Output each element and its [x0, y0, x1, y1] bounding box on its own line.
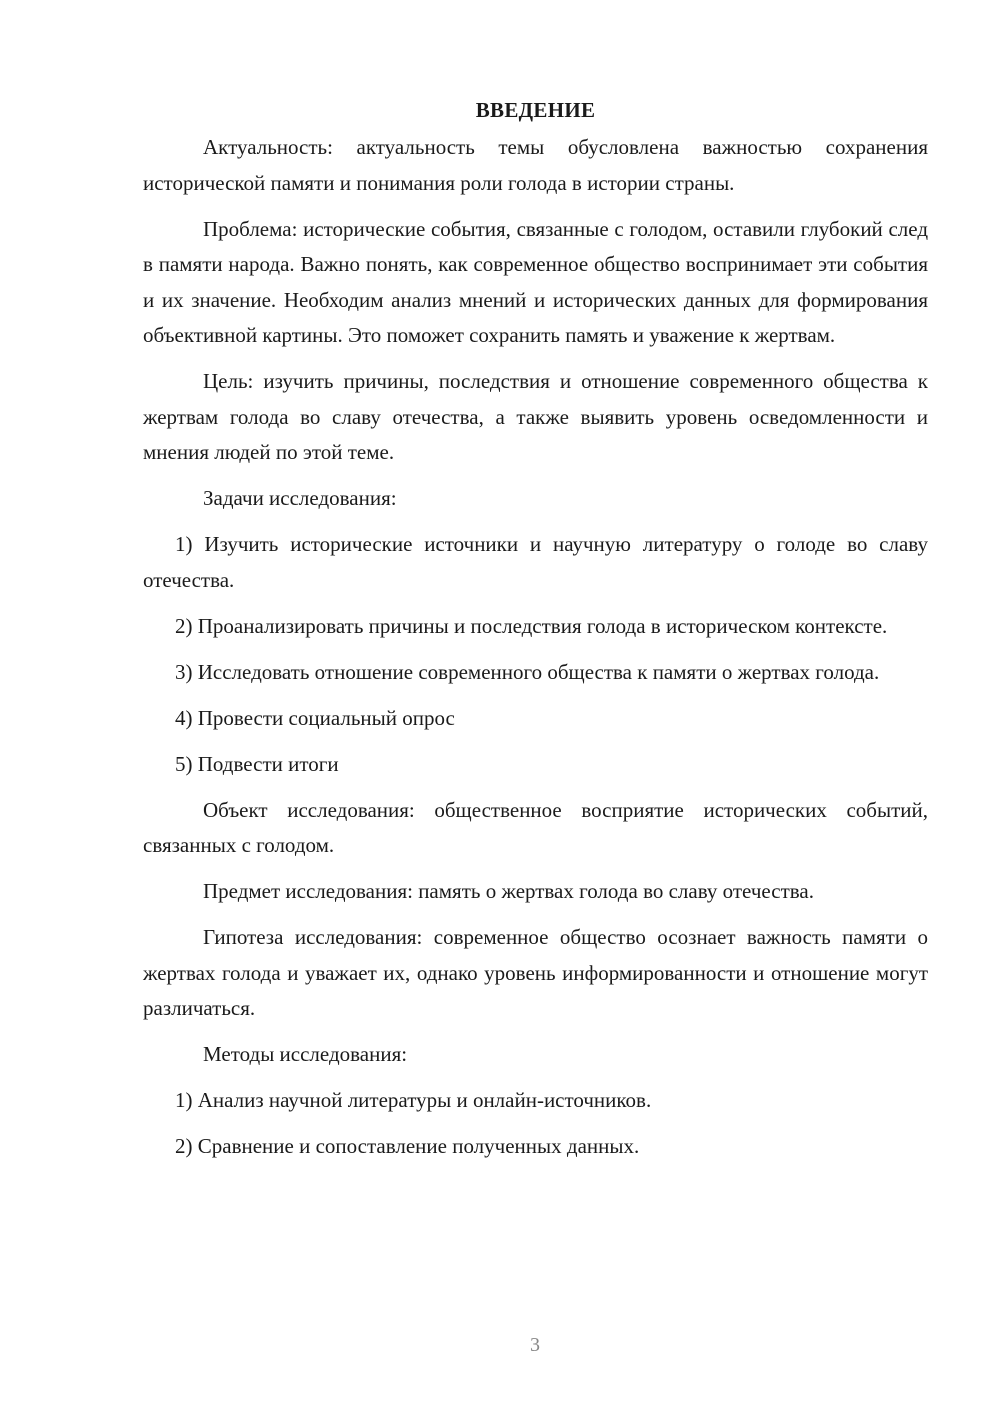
task-item-4: 4) Провести социальный опрос — [175, 705, 455, 730]
paragraph-methods-heading: Методы исследования: — [203, 1042, 408, 1066]
paragraph-tasks-heading: Задачи исследования: — [203, 486, 397, 510]
task-item-3: 3) Исследовать отношение современного общества к памяти о жертвах голода. — [175, 659, 880, 684]
task-item-5: 5) Подвести итоги — [175, 751, 339, 776]
task-item-1: 1) Изучить исторические источники и научную литературу о голоде во славу отечества. — [143, 532, 928, 592]
document-page — [143, 92, 928, 1175]
paragraph-subject: Предмет исследования: память о жертвах голода во славу отечества. — [203, 879, 814, 903]
paragraph-goal: Цель: изучить причины, последствия и отношение современного общества к жертвам голода во славу отечества, а также выявить уровень осведомленности и мнения людей по этой теме. — [143, 369, 928, 464]
section-heading: ВВЕДЕНИЕ — [475, 98, 596, 122]
paragraph-problem: Проблема: исторические события, связанные с голодом, оставили глубокий след в памяти народа. Важно понять, как современное общество воспринимает эти события и их значение. Необходим анализ мнений и исторических данных для формирования объективной картины. Это поможет сохранить память и уважение к жертвам. — [143, 216, 928, 347]
paragraph-object: Объект исследования: общественное восприятие исторических событий, связанных с голодом. — [143, 797, 928, 857]
task-item-2: 2) Проанализировать причины и последствия голода в историческом контексте. — [175, 613, 888, 638]
paragraph-relevance: Актуальность: актуальность темы обусловлена важностью сохранения исторической памяти и понимания роли голода в истории страны. — [143, 135, 928, 195]
paragraph-hypothesis: Гипотеза исследования: современное общество осознает важность памяти о жертвах голода и уважает их, однако уровень информированности и отношение могут различаться. — [143, 925, 928, 1020]
method-item-2: 2) Сравнение и сопоставление полученных данных. — [175, 1134, 640, 1158]
page-number: 3 — [530, 1334, 540, 1356]
method-item-1: 1) Анализ научной литературы и онлайн-источников. — [175, 1088, 652, 1112]
